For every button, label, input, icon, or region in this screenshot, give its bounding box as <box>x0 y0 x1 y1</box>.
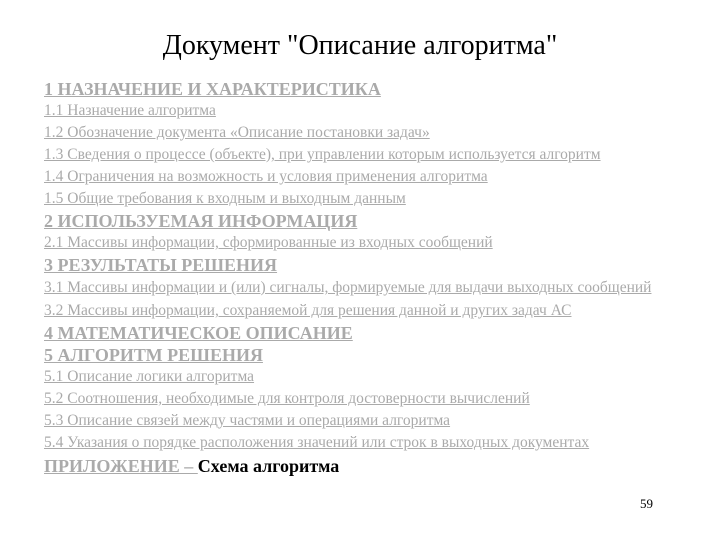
toc-item-3-2[interactable]: 3.2 Массивы информации, сохраняемой для решения данной и других задач АС <box>44 302 572 319</box>
appendix-link[interactable]: ПРИЛОЖЕНИЕ – <box>44 456 198 476</box>
toc-item-2-1[interactable]: 2.1 Массивы информации, сформированные из входных сообщений <box>44 234 493 251</box>
toc-item-1-1[interactable]: 1.1 Назначение алгоритма <box>44 102 216 119</box>
toc-item-1-3[interactable]: 1.3 Сведения о процессе (объекте), при управлении которым используется алгоритм <box>44 146 601 163</box>
toc-section-3[interactable]: 3 РЕЗУЛЬТАТЫ РЕШЕНИЯ <box>44 255 278 275</box>
toc-item-5-4[interactable]: 5.4 Указания о порядке расположения значений или строк в выходных документах <box>44 434 590 451</box>
toc-item-5-1[interactable]: 5.1 Описание логики алгоритма <box>44 368 255 385</box>
toc-appendix <box>44 454 714 478</box>
toc-item-1-5[interactable]: 1.5 Общие требования к входным и выходным данным <box>44 190 406 207</box>
toc-section-4[interactable]: 4 МАТЕМАТИЧЕСКОЕ ОПИСАНИЕ <box>44 323 353 343</box>
toc-item-1-4[interactable]: 1.4 Ограничения на возможность и условия применения алгоритма <box>44 168 488 185</box>
toc-item-5-2[interactable]: 5.2 Соотношения, необходимые для контроля достоверности вычислений <box>44 390 530 407</box>
appendix-text: Схема алгоритма <box>197 456 340 476</box>
toc-item-3-1[interactable]: 3.1 Массивы информации и (или) сигналы, формируемые для выдачи выходных сообщений <box>44 279 652 296</box>
toc-section-5[interactable]: 5 АЛГОРИТМ РЕШЕНИЯ <box>44 345 263 365</box>
table-of-contents <box>44 78 714 478</box>
page-number: 59 <box>640 496 653 511</box>
toc-item-1-2[interactable]: 1.2 Обозначение документа «Описание постановки задач» <box>44 124 430 141</box>
toc-section-1[interactable]: 1 НАЗНАЧЕНИЕ И ХАРАКТЕРИСТИКА <box>44 79 381 99</box>
toc-section-2[interactable]: 2 ИСПОЛЬЗУЕМАЯ ИНФОРМАЦИЯ <box>44 211 358 231</box>
page-title: Документ "Описание алгоритма" <box>162 30 558 61</box>
toc-item-5-3[interactable]: 5.3 Описание связей между частями и операциями алгоритма <box>44 412 451 429</box>
